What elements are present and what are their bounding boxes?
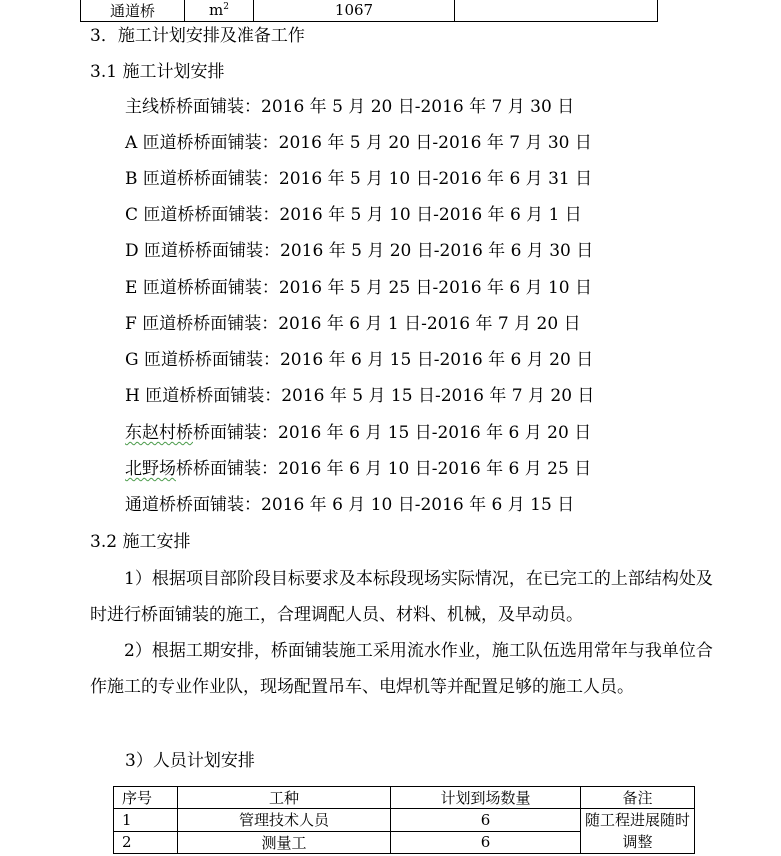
staff-plan-table [113,786,695,854]
schedule-item: C 匝道桥桥面铺装：2016 年 5 月 10 日-2016 年 6 月 1 日 [125,205,582,225]
row-trade: 测量工 [178,831,391,854]
header-planned-count: 计划到场数量 [391,787,581,809]
row-count: 6 [391,809,581,832]
schedule-item: 通道桥桥面铺装：2016 年 6 月 10 日-2016 年 6 月 15 日 [125,495,575,515]
header-index: 序号 [114,787,178,809]
table-row [81,0,658,22]
schedule-item-prefix: 东赵村桥 [125,423,193,443]
schedule-item: 主线桥桥面铺装：2016 年 5 月 20 日-2016 年 7 月 30 日 [125,97,575,117]
header-trade: 工种 [178,787,391,809]
table-header-row [114,787,695,809]
section-3-heading: 3．施工计划安排及准备工作 [90,26,305,46]
row-index: 1 [114,809,178,832]
schedule-item: B 匝道桥桥面铺装：2016 年 5 月 10 日-2016 年 6 月 31 日 [125,169,593,189]
item-name-cell: 通道桥 [81,0,185,22]
section-3-2-heading: 3.2 施工安排 [90,532,191,552]
section-3-1-heading: 3.1 施工计划安排 [90,62,225,82]
schedule-item-rest: 桥桥面铺装：2016 年 6 月 10 日-2016 年 6 月 25 日 [176,459,592,479]
row-remark: 随工程进展随时调整 [581,809,695,854]
note-cell [455,0,658,22]
row-count: 6 [391,831,581,854]
header-remark: 备注 [581,787,695,809]
schedule-item [125,421,591,445]
schedule-item: E 匝道桥桥面铺装：2016 年 5 月 25 日-2016 年 6 月 10 日 [125,278,593,298]
paragraph-1: 1）根据项目部阶段目标要求及本标段现场实际情况，在已完工的上部结构处及时进行桥面铺装的施工，合理调配人员、材料、机械，及早动员。 [90,569,713,625]
unit-cell: $m^2$ [185,0,254,22]
row-index: 2 [114,831,178,854]
schedule-item: H 匝道桥桥面铺装：2016 年 5 月 15 日-2016 年 7 月 20 日 [125,386,595,406]
quantity-cell: 1067 [254,0,455,22]
paragraph-2: 2）根据工期安排，桥面铺装施工采用流水作业，施工队伍选用常年与我单位合作施工的专业作业队，现场配置吊车、电焊机等并配置足够的施工人员。 [90,641,713,697]
schedule-item: G 匝道桥桥面铺装：2016 年 6 月 15 日-2016 年 6 月 20 日 [125,350,594,370]
schedule-item: A 匝道桥桥面铺装：2016 年 5 月 20 日-2016 年 7 月 30 日 [125,133,592,153]
quantity-table [80,0,658,22]
schedule-item: D 匝道桥桥面铺装：2016 年 5 月 20 日-2016 年 6 月 30 日 [125,241,594,261]
schedule-item-prefix: 北野场 [125,459,176,479]
paragraph-3: 3）人员计划安排 [125,751,255,771]
schedule-item: F 匝道桥桥面铺装：2016 年 6 月 1 日-2016 年 7 月 20 日 [125,314,581,334]
table-row [114,809,695,832]
schedule-item-rest: 桥面铺装：2016 年 6 月 15 日-2016 年 6 月 20 日 [193,423,592,443]
row-trade: 管理技术人员 [178,809,391,832]
schedule-item [125,457,591,481]
